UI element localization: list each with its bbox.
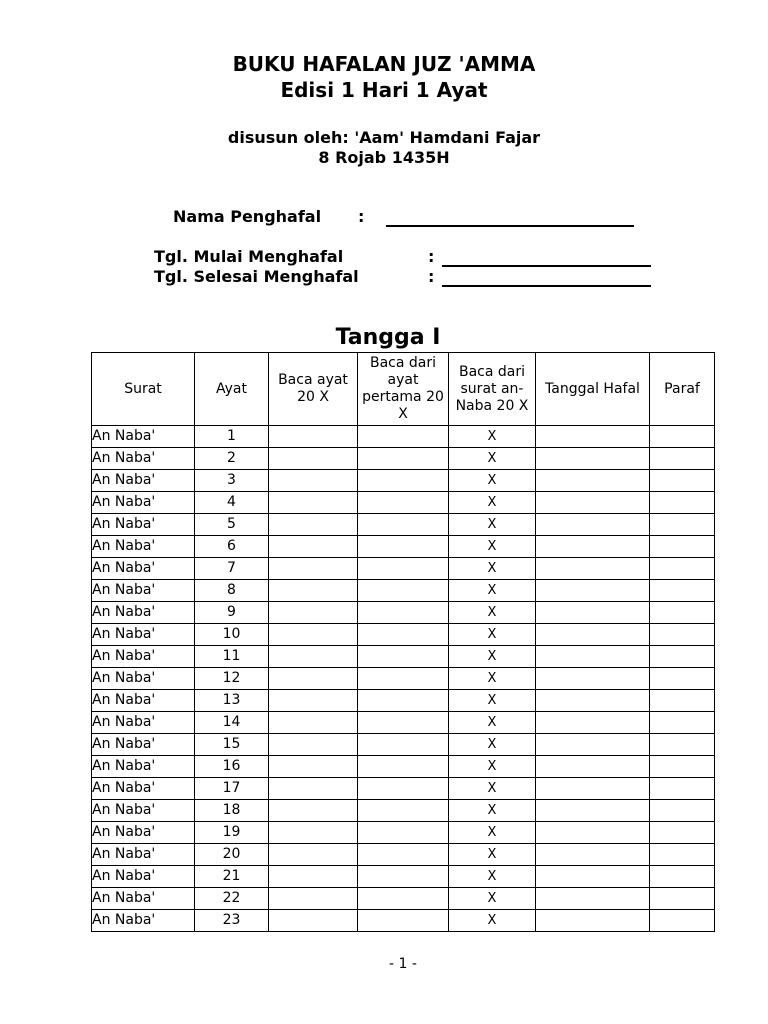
field-tgl-mulai [154, 247, 435, 267]
cell-ayat: 19 [195, 822, 269, 844]
cell-baca-surat[interactable]: X [449, 734, 536, 756]
cell-ayat: 20 [195, 844, 269, 866]
cell-tanggal-hafal[interactable] [536, 734, 650, 756]
cell-ayat: 1 [195, 426, 269, 448]
cell-tanggal-hafal[interactable] [536, 668, 650, 690]
cell-baca-surat[interactable]: X [449, 822, 536, 844]
cell-baca-pertama[interactable] [358, 778, 449, 800]
cell-baca-surat[interactable]: X [449, 602, 536, 624]
cell-baca-surat[interactable]: X [449, 888, 536, 910]
table-row [92, 712, 715, 734]
cell-ayat: 10 [195, 624, 269, 646]
table-row [92, 866, 715, 888]
table-body [92, 426, 715, 932]
cell-tanggal-hafal[interactable] [536, 646, 650, 668]
cell-baca-ayat[interactable] [269, 778, 358, 800]
cell-tanggal-hafal[interactable] [536, 822, 650, 844]
cell-baca-ayat[interactable] [269, 712, 358, 734]
cell-baca-ayat[interactable] [269, 690, 358, 712]
cell-tanggal-hafal[interactable] [536, 426, 650, 448]
cell-ayat: 3 [195, 470, 269, 492]
cell-surat: An Naba' [92, 844, 195, 866]
cell-ayat: 6 [195, 536, 269, 558]
cell-baca-pertama[interactable] [358, 514, 449, 536]
cell-ayat: 16 [195, 756, 269, 778]
cell-surat: An Naba' [92, 888, 195, 910]
cell-paraf[interactable] [650, 624, 715, 646]
cell-baca-ayat[interactable] [269, 866, 358, 888]
cell-baca-ayat[interactable] [269, 426, 358, 448]
cell-surat: An Naba' [92, 800, 195, 822]
cell-baca-ayat[interactable] [269, 536, 358, 558]
cell-paraf[interactable] [650, 536, 715, 558]
cell-baca-ayat[interactable] [269, 668, 358, 690]
table-header-row [92, 353, 715, 426]
cell-paraf[interactable] [650, 910, 715, 932]
cell-paraf[interactable] [650, 668, 715, 690]
cell-ayat: 12 [195, 668, 269, 690]
cell-tanggal-hafal[interactable] [536, 558, 650, 580]
cell-tanggal-hafal[interactable] [536, 756, 650, 778]
cell-tanggal-hafal[interactable] [536, 448, 650, 470]
cell-baca-pertama[interactable] [358, 624, 449, 646]
table-row [92, 448, 715, 470]
table-row [92, 558, 715, 580]
tgl-mulai-blank[interactable] [442, 265, 651, 267]
cell-tanggal-hafal[interactable] [536, 492, 650, 514]
cell-baca-pertama[interactable] [358, 910, 449, 932]
document-edition: Edisi 1 Hari 1 Ayat [280, 78, 488, 102]
cell-ayat: 23 [195, 910, 269, 932]
cell-baca-surat[interactable]: X [449, 844, 536, 866]
cell-ayat: 9 [195, 602, 269, 624]
cell-ayat: 14 [195, 712, 269, 734]
cell-surat: An Naba' [92, 822, 195, 844]
cell-paraf[interactable] [650, 580, 715, 602]
cell-baca-surat[interactable]: X [449, 536, 536, 558]
cell-ayat: 11 [195, 646, 269, 668]
cell-baca-surat[interactable]: X [449, 426, 536, 448]
cell-baca-surat[interactable]: X [449, 558, 536, 580]
table-row [92, 734, 715, 756]
cell-baca-pertama[interactable] [358, 448, 449, 470]
cell-baca-surat[interactable]: X [449, 910, 536, 932]
cell-paraf[interactable] [650, 844, 715, 866]
table-row [92, 536, 715, 558]
col-header-baca-surat: Baca dari surat an-Naba 20 X [449, 353, 536, 426]
field-tgl-selesai [154, 267, 435, 287]
cell-ayat: 13 [195, 690, 269, 712]
cell-baca-pertama[interactable] [358, 800, 449, 822]
table-row [92, 514, 715, 536]
cell-ayat: 4 [195, 492, 269, 514]
cell-baca-pertama[interactable] [358, 888, 449, 910]
cell-baca-pertama[interactable] [358, 492, 449, 514]
cell-paraf[interactable] [650, 448, 715, 470]
cell-tanggal-hafal[interactable] [536, 844, 650, 866]
cell-surat: An Naba' [92, 668, 195, 690]
cell-surat: An Naba' [92, 426, 195, 448]
date-line: 8 Rojab 1435H [318, 148, 450, 167]
tgl-selesai-colon: : [428, 267, 435, 286]
cell-surat: An Naba' [92, 624, 195, 646]
cell-baca-surat[interactable]: X [449, 448, 536, 470]
cell-paraf[interactable] [650, 514, 715, 536]
cell-baca-pertama[interactable] [358, 712, 449, 734]
table-row [92, 426, 715, 448]
cell-baca-pertama[interactable] [358, 602, 449, 624]
cell-baca-surat[interactable]: X [449, 624, 536, 646]
cell-tanggal-hafal[interactable] [536, 536, 650, 558]
cell-baca-ayat[interactable] [269, 756, 358, 778]
cell-tanggal-hafal[interactable] [536, 910, 650, 932]
cell-baca-pertama[interactable] [358, 866, 449, 888]
cell-paraf[interactable] [650, 822, 715, 844]
cell-baca-pertama[interactable] [358, 844, 449, 866]
cell-surat: An Naba' [92, 866, 195, 888]
cell-baca-surat[interactable]: X [449, 690, 536, 712]
table-row [92, 778, 715, 800]
cell-baca-ayat[interactable] [269, 448, 358, 470]
cell-tanggal-hafal[interactable] [536, 514, 650, 536]
cell-surat: An Naba' [92, 602, 195, 624]
cell-baca-pertama[interactable] [358, 822, 449, 844]
cell-ayat: 7 [195, 558, 269, 580]
cell-baca-surat[interactable]: X [449, 712, 536, 734]
nama-penghafal-colon: : [358, 207, 365, 226]
cell-baca-pertama[interactable] [358, 426, 449, 448]
cell-surat: An Naba' [92, 448, 195, 470]
tgl-selesai-blank[interactable] [442, 285, 651, 287]
cell-tanggal-hafal[interactable] [536, 778, 650, 800]
field-nama-penghafal [173, 207, 365, 227]
cell-paraf[interactable] [650, 470, 715, 492]
cell-tanggal-hafal[interactable] [536, 690, 650, 712]
hafalan-table [91, 352, 715, 932]
cell-surat: An Naba' [92, 536, 195, 558]
cell-surat: An Naba' [92, 712, 195, 734]
table-heading: Tangga I [335, 325, 441, 350]
cell-paraf[interactable] [650, 492, 715, 514]
cell-baca-pertama[interactable] [358, 470, 449, 492]
cell-baca-pertama[interactable] [358, 580, 449, 602]
table-row [92, 580, 715, 602]
cell-ayat: 21 [195, 866, 269, 888]
cell-tanggal-hafal[interactable] [536, 580, 650, 602]
table-row [92, 602, 715, 624]
col-header-tanggal: Tanggal Hafal [536, 353, 650, 426]
cell-paraf[interactable] [650, 734, 715, 756]
cell-surat: An Naba' [92, 910, 195, 932]
cell-baca-ayat[interactable] [269, 844, 358, 866]
page-number: - 1 - [389, 956, 417, 972]
table-row [92, 822, 715, 844]
tgl-mulai-colon: : [428, 247, 435, 266]
cell-ayat: 5 [195, 514, 269, 536]
cell-baca-ayat[interactable] [269, 888, 358, 910]
cell-baca-pertama[interactable] [358, 646, 449, 668]
cell-baca-surat[interactable]: X [449, 756, 536, 778]
col-header-surat: Surat [92, 353, 195, 426]
col-header-ayat: Ayat [195, 353, 269, 426]
cell-baca-ayat[interactable] [269, 822, 358, 844]
cell-surat: An Naba' [92, 756, 195, 778]
cell-baca-ayat[interactable] [269, 514, 358, 536]
cell-baca-surat[interactable]: X [449, 580, 536, 602]
cell-tanggal-hafal[interactable] [536, 866, 650, 888]
table-row [92, 690, 715, 712]
cell-ayat: 2 [195, 448, 269, 470]
table-row [92, 668, 715, 690]
nama-penghafal-label: Nama Penghafal [173, 207, 322, 226]
tgl-selesai-label: Tgl. Selesai Menghafal [154, 267, 359, 286]
cell-baca-surat[interactable]: X [449, 514, 536, 536]
cell-tanggal-hafal[interactable] [536, 602, 650, 624]
cell-baca-pertama[interactable] [358, 558, 449, 580]
cell-baca-pertama[interactable] [358, 756, 449, 778]
document-title: BUKU HAFALAN JUZ 'AMMA [232, 52, 536, 76]
cell-tanggal-hafal[interactable] [536, 712, 650, 734]
cell-baca-surat[interactable]: X [449, 778, 536, 800]
cell-paraf[interactable] [650, 800, 715, 822]
col-header-paraf: Paraf [650, 353, 715, 426]
cell-surat: An Naba' [92, 558, 195, 580]
table-row [92, 910, 715, 932]
cell-baca-surat[interactable]: X [449, 668, 536, 690]
cell-surat: An Naba' [92, 470, 195, 492]
col-header-baca-ayat: Baca ayat 20 X [269, 353, 358, 426]
cell-tanggal-hafal[interactable] [536, 470, 650, 492]
cell-baca-pertama[interactable] [358, 690, 449, 712]
cell-paraf[interactable] [650, 888, 715, 910]
table-row [92, 888, 715, 910]
cell-ayat: 17 [195, 778, 269, 800]
cell-baca-pertama[interactable] [358, 536, 449, 558]
table-row [92, 470, 715, 492]
cell-baca-ayat[interactable] [269, 734, 358, 756]
cell-baca-ayat[interactable] [269, 624, 358, 646]
cell-tanggal-hafal[interactable] [536, 624, 650, 646]
cell-baca-surat[interactable]: X [449, 866, 536, 888]
cell-tanggal-hafal[interactable] [536, 888, 650, 910]
cell-baca-surat[interactable]: X [449, 800, 536, 822]
cell-surat: An Naba' [92, 492, 195, 514]
cell-baca-surat[interactable]: X [449, 646, 536, 668]
cell-ayat: 8 [195, 580, 269, 602]
cell-paraf[interactable] [650, 426, 715, 448]
cell-baca-ayat[interactable] [269, 602, 358, 624]
author-line: disusun oleh: 'Aam' Hamdani Fajar [227, 128, 541, 147]
cell-ayat: 18 [195, 800, 269, 822]
table-row [92, 756, 715, 778]
cell-paraf[interactable] [650, 602, 715, 624]
cell-paraf[interactable] [650, 558, 715, 580]
cell-paraf[interactable] [650, 712, 715, 734]
cell-baca-ayat[interactable] [269, 558, 358, 580]
cell-baca-pertama[interactable] [358, 668, 449, 690]
cell-surat: An Naba' [92, 514, 195, 536]
cell-baca-pertama[interactable] [358, 734, 449, 756]
cell-baca-ayat[interactable] [269, 492, 358, 514]
cell-surat: An Naba' [92, 778, 195, 800]
table-row [92, 646, 715, 668]
cell-ayat: 15 [195, 734, 269, 756]
table-row [92, 844, 715, 866]
tgl-mulai-label: Tgl. Mulai Menghafal [154, 247, 344, 266]
cell-surat: An Naba' [92, 690, 195, 712]
cell-baca-ayat[interactable] [269, 800, 358, 822]
cell-surat: An Naba' [92, 734, 195, 756]
cell-baca-ayat[interactable] [269, 910, 358, 932]
cell-baca-ayat[interactable] [269, 470, 358, 492]
table-row [92, 800, 715, 822]
cell-paraf[interactable] [650, 690, 715, 712]
cell-paraf[interactable] [650, 866, 715, 888]
cell-baca-surat[interactable]: X [449, 470, 536, 492]
cell-baca-ayat[interactable] [269, 580, 358, 602]
nama-penghafal-blank[interactable] [386, 225, 634, 227]
cell-surat: An Naba' [92, 580, 195, 602]
cell-surat: An Naba' [92, 646, 195, 668]
table-row [92, 492, 715, 514]
cell-paraf[interactable] [650, 778, 715, 800]
cell-paraf[interactable] [650, 756, 715, 778]
cell-baca-surat[interactable]: X [449, 492, 536, 514]
cell-ayat: 22 [195, 888, 269, 910]
cell-paraf[interactable] [650, 646, 715, 668]
table-row [92, 624, 715, 646]
cell-tanggal-hafal[interactable] [536, 800, 650, 822]
cell-baca-ayat[interactable] [269, 646, 358, 668]
col-header-baca-pertama: Baca dari ayat pertama 20 X [358, 353, 449, 426]
